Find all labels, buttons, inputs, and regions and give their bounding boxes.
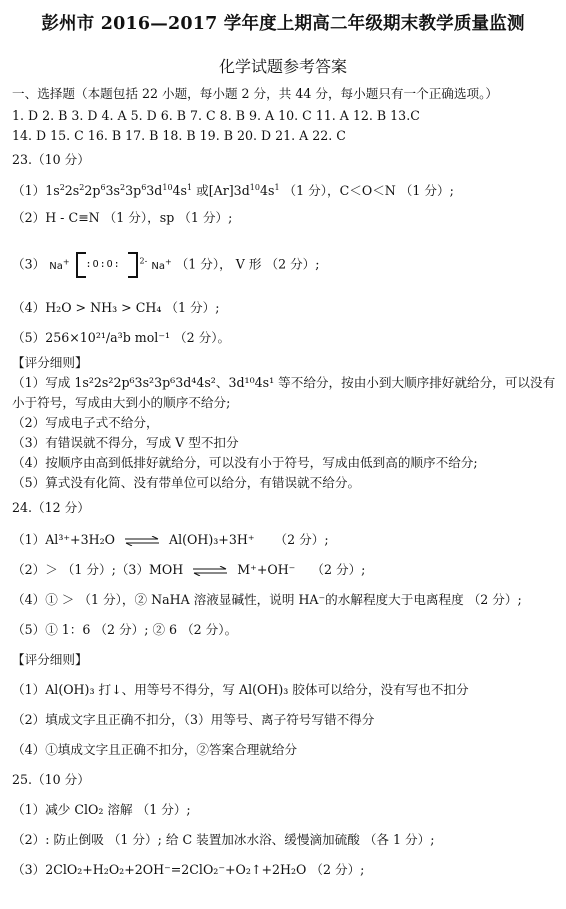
equilibrium-arrow-icon <box>125 536 159 546</box>
q25-answer-3: （3）2ClO₂+H₂O₂+2OH⁻=2ClO₂⁻+O₂↑+2H₂O （2 分）; <box>12 862 365 877</box>
q24-answer-5: （5）① 1：6 （2 分）; ② 6 （2 分）。 <box>12 622 238 637</box>
q24-answer-4: （4）① ＞ （1 分），② NaHA 溶液显碱性，说明 HA⁻的水解程度大于电离程度 （2 分）; <box>12 592 522 607</box>
page-subtitle: 化学试题参考答案 <box>218 57 347 76</box>
q24-rubric-4: （4）①填成文字且正确不扣分，②答案合理就给分 <box>12 742 298 757</box>
q23-rubric-4: （4）按顺序由高到低排好就给分，可以没有小于符号，写成由低到高的顺序不给分; <box>12 455 478 470</box>
q23-answer-1: $(1)1s^22s^22p^63s^23p^63d^{10}4s^1$ 或$[Ar]3d^{10}4s^1$ （1 分），C＜O＜N （1 分）; <box>12 183 454 199</box>
q23-answer-4: （4）H₂O > NH₃ > CH₄ （1 分）; <box>12 300 220 315</box>
equilibrium-arrow-icon <box>193 566 227 576</box>
electron-dot-structure: :O:O: <box>76 252 138 278</box>
q24-answer-1: （1）Al³⁺+3H₂O Al(OH)₃+3H⁺ （2 分）; <box>12 532 329 547</box>
q25-heading: 25.（10 分） <box>12 772 90 787</box>
q23-rubric-2: （2）写成电子式不给分， <box>12 415 159 430</box>
q24-rubric-2: （2）填成文字且正确不扣分，（3）用等号、离子符号写错不得分 <box>12 712 375 727</box>
section1-heading: 一、选择题（本题包括 22 小题，每小题 2 分，共 44 分，每小题只有一个正确选项。） <box>12 86 498 101</box>
q24-rubric-heading: 【评分细则】 <box>12 652 88 667</box>
q25-answer-2: （2）: 防止倒吸 （1 分）; 给 C 装置加冰水浴、缓慢滴加硫酸 （各 1 分）; <box>12 832 435 847</box>
q23-answer-3: （3） Na+ :O:O: $^{2-}$ Na+ （1 分）， V 形 （2 分）; <box>12 252 320 278</box>
answer-row-1: 1. D 2. B 3. D 4. A 5. D 6. B 7. C 8. B 9. A 10. C 11. A 12. B 13.C <box>12 108 420 123</box>
q23-rubric-1: （1）写成 1s²2s²2p⁶3s²3p⁶3d⁴4s²、3d¹⁰4s¹ 等不给分，按由小到大顺序排好就给分，可以没有 <box>12 375 556 390</box>
q25-answer-1: （1）减少 ClO₂ 溶解 （1 分）; <box>12 802 191 817</box>
q23-rubric-3: （3）有错误就不得分，写成 V 型不扣分 <box>12 435 239 450</box>
q23-answer-5: （5）256×10²¹/a³b mol⁻¹ （2 分）。 <box>12 330 231 345</box>
q23-rubric-5: （5）算式没有化简、没有带单位可以给分，有错误就不给分。 <box>12 475 361 490</box>
q24-rubric-1: （1）Al(OH)₃ 打↓、用等号不得分，写 Al(OH)₃ 胶体可以给分，没有写也不扣分 <box>12 682 469 697</box>
q23-answer-2: （2）H - C≡N （1 分），sp （1 分）; <box>12 210 233 225</box>
q24-heading: 24.（12 分） <box>12 500 90 515</box>
page-title: 彭州市 2016—2017 学年度上期高二年级期末教学质量监测 <box>41 14 525 34</box>
q23-rubric-heading: 【评分细则】 <box>12 355 88 370</box>
q23-heading: 23.（10 分） <box>12 152 90 167</box>
q23-rubric-1b: 小于符号，写成由大到小的顺序不给分; <box>12 395 231 410</box>
q24-answer-2-3: （2）＞ （1 分）;（3）MOH M⁺+OH⁻ （2 分）; <box>12 562 366 577</box>
answer-row-2: 14. D 15. C 16. B 17. B 18. B 19. B 20. D 21. A 22. C <box>12 128 346 143</box>
